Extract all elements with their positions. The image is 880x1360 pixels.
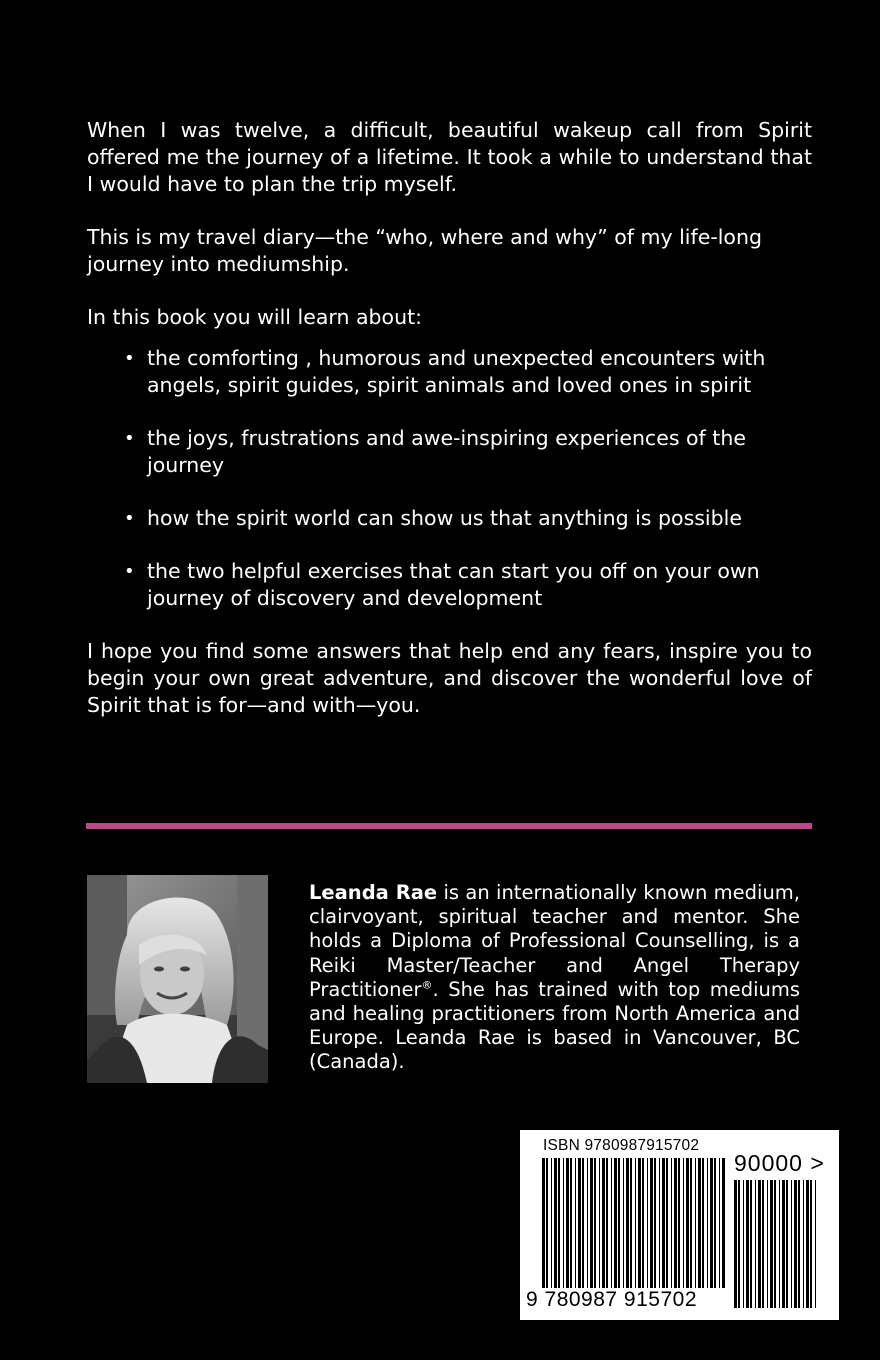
barcode-bar [546,1158,548,1288]
learn-about-heading: In this book you will learn about: [87,305,423,329]
topic-list [87,345,812,612]
barcode-bar [806,1180,809,1308]
barcode-bar [810,1180,812,1308]
closing-paragraph: I hope you find some answers that help end any fears, inspire you to begin your own great adventure, and discover the wonderful love of Spirit that is for—and with—you. [87,639,812,717]
barcode-bar [570,1158,572,1288]
author-bio-text-1: is an internationally known medium, clairvoyant, spiritual teacher and mentor. She holds a Diploma of Professional Counselling, is a Reiki Master/Teacher and Angel Therapy Practitioner [309,881,800,1001]
barcode-bar [618,1158,620,1288]
author-portrait-image [87,875,268,1083]
barcode-bar [614,1158,617,1288]
barcode-bar [707,1158,708,1288]
barcode-bar [738,1180,740,1308]
bullet-icon: • [124,561,135,582]
barcode-bar [695,1158,696,1288]
barcode-bar [554,1158,557,1288]
list-item [124,505,812,532]
author-photo [87,875,268,1083]
diary-paragraph: This is my travel diary—the “who, where and why” of my life-long journey into mediumship. [87,225,762,276]
barcode-bar [642,1158,644,1288]
barcode-bar [611,1158,612,1288]
barcode-bar [551,1158,552,1288]
author-bio [309,881,800,1075]
barcode-bar [762,1180,764,1308]
barcode-bar [671,1158,672,1288]
barcode-bar [566,1158,569,1288]
barcode-bar [755,1180,756,1308]
barcode-bar [815,1180,816,1308]
barcode-bar [791,1180,792,1308]
barcode-bar [803,1180,804,1308]
barcode-bar [606,1158,608,1288]
section-divider [86,823,812,829]
intro-paragraph: When I was twelve, a difficult, beautiful wakeup call from Spirit offered me the journey of a lifetime. It took a while to understand that I would have to plan the trip myself. [87,118,812,196]
isbn-label: ISBN 9780987915702 [543,1137,700,1154]
barcode-bar [659,1158,660,1288]
barcode-bar [650,1158,653,1288]
barcode-bar [758,1180,761,1308]
barcode-bar [750,1180,752,1308]
barcode-bar [774,1180,776,1308]
barcode-bar [558,1158,560,1288]
bullet-icon: • [124,428,135,449]
barcode-bar [710,1158,713,1288]
barcode-bar [674,1158,677,1288]
barcode-bar [638,1158,641,1288]
barcode-bar [702,1158,704,1288]
barcode-bar [686,1158,689,1288]
bullet-icon: • [124,348,135,369]
barcode-bar [746,1180,749,1308]
barcode-bar [666,1158,668,1288]
barcode-bar [630,1158,632,1288]
barcode-bar [734,1180,737,1308]
author-bio-text-2: . She has trained with top mediums and healing practitioners from North America and Europe. Leanda Rae is based in Vancouver, BC (Canada). [309,977,800,1074]
barcode-bar [794,1180,797,1308]
barcode-bar [575,1158,576,1288]
barcode-bar [542,1158,545,1288]
barcode-bar [719,1158,720,1288]
barcode-bar [698,1158,701,1288]
barcode-bar [599,1158,600,1288]
list-item-text: how the spirit world can show us that anything is possible [147,506,742,530]
isbn-barcode [520,1130,839,1320]
list-item-text: the joys, frustrations and awe-inspiring experiences of the journey [147,426,746,477]
barcode-bar [626,1158,629,1288]
barcode-bar [635,1158,636,1288]
barcode-bar [662,1158,665,1288]
barcode-bar [647,1158,648,1288]
list-item [124,425,812,479]
barcode-bar [578,1158,581,1288]
barcode-bar [582,1158,584,1288]
bullet-icon: • [124,508,135,529]
barcode-bar [594,1158,596,1288]
barcode-bar [683,1158,684,1288]
barcode-bar [678,1158,680,1288]
barcode-bar [690,1158,692,1288]
price-addon-label: 90000 > [734,1150,825,1176]
author-name: Leanda Rae [309,881,438,904]
barcode-bar [782,1180,785,1308]
barcode-bar [714,1158,716,1288]
barcode-bar [722,1158,725,1288]
barcode-bar [587,1158,588,1288]
barcode-bar [767,1180,768,1308]
barcode-bar [743,1180,744,1308]
list-item [124,558,812,612]
barcode-bar [779,1180,780,1308]
barcode-bar [602,1158,605,1288]
barcode-bar [798,1180,800,1308]
list-item [124,345,812,399]
barcode-bar [590,1158,593,1288]
barcode-bar [786,1180,788,1308]
registered-mark: ® [421,978,433,992]
barcode-bar [654,1158,656,1288]
barcode-digits: 9 780987 915702 [526,1288,697,1311]
list-item-text: the two helpful exercises that can start you off on your own journey of discovery and development [147,559,760,610]
list-item-text: the comforting , humorous and unexpected encounters with angels, spirit guides, spirit animals and loved ones in spirit [147,346,766,397]
barcode-bar [770,1180,773,1308]
barcode-bar [563,1158,564,1288]
back-cover-blurb [87,117,812,719]
barcode-bar [623,1158,624,1288]
